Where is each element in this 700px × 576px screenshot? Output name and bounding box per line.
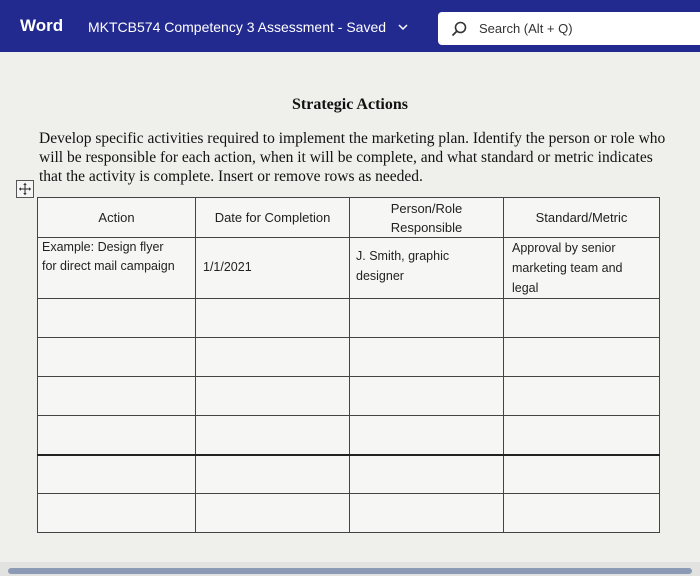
header-action[interactable] [38,198,196,238]
table-row [38,377,660,416]
header-date[interactable] [196,198,350,238]
cell-line: legal [512,281,539,295]
table-cell[interactable] [196,455,350,494]
table-row [38,338,660,377]
horizontal-scrollbar[interactable] [8,568,692,574]
cell-line: for direct mail campaign [42,259,175,273]
table-cell[interactable] [38,494,196,533]
table-cell[interactable] [504,416,660,455]
chevron-down-icon[interactable] [396,20,410,34]
table-cell[interactable] [350,455,504,494]
header-line: Action [98,210,135,225]
table-cell[interactable] [38,338,196,377]
app-name[interactable]: Word [20,16,64,35]
title-bar [0,0,700,52]
table-cell[interactable] [38,455,196,494]
table-cell[interactable] [350,377,504,416]
table-cell[interactable] [38,377,196,416]
table-cell[interactable] [504,455,660,494]
table-header-row [38,198,660,238]
cell-line: marketing team and [512,261,623,275]
table-cell[interactable] [350,494,504,533]
cell-line: J. Smith, graphic [356,249,450,263]
search-placeholder: Search (Alt + Q) [479,21,573,36]
cell-person[interactable] [350,238,504,299]
header-line: Date for Completion [214,210,331,225]
search-icon [450,20,468,38]
header-standard-metric[interactable] [504,198,660,238]
table-row-example [38,238,660,299]
status-area [0,562,700,576]
header-line: Standard/Metric [535,210,628,225]
table-cell[interactable] [504,299,660,338]
cell-date[interactable] [196,238,350,299]
table-cell[interactable] [196,494,350,533]
cell-action[interactable] [38,238,196,299]
table-cell[interactable] [350,338,504,377]
table-cell[interactable] [504,338,660,377]
table-move-handle-icon[interactable] [16,180,34,198]
cell-standard[interactable] [504,238,660,299]
table-cell[interactable] [196,377,350,416]
table-cell[interactable] [196,416,350,455]
header-line: Person/Role [390,200,463,216]
table-cell[interactable] [196,299,350,338]
document-page[interactable] [0,52,700,562]
document-heading: Strategic Actions [292,96,408,113]
table-cell[interactable] [38,299,196,338]
table-row [38,494,660,533]
table-cell[interactable] [38,416,196,455]
search-box[interactable] [438,12,700,45]
table-row [38,299,660,338]
cell-line: Example: Design flyer [42,240,164,254]
strategic-actions-table[interactable] [37,197,660,533]
cell-line: designer [356,269,404,283]
table-cell[interactable] [504,494,660,533]
table-cell[interactable] [196,338,350,377]
table-cell[interactable] [504,377,660,416]
table-cell[interactable] [350,416,504,455]
cell-line: Approval by senior [512,241,616,255]
cell-line: 1/1/2021 [203,260,252,274]
table-row [38,455,660,494]
instructions-paragraph: Develop specific activities required to implement the marketing plan. Identify the person or role who will be responsible for each action, when it will be complete, and what standard or metric indicates that the activity is complete. Insert or remove rows as needed. [39,130,666,185]
header-person-role[interactable] [350,198,504,238]
document-title[interactable]: MKTCB574 Competency 3 Assessment - Saved [88,19,387,35]
table-row [38,416,660,455]
header-line: Responsible [390,219,463,235]
table-cell[interactable] [350,299,504,338]
